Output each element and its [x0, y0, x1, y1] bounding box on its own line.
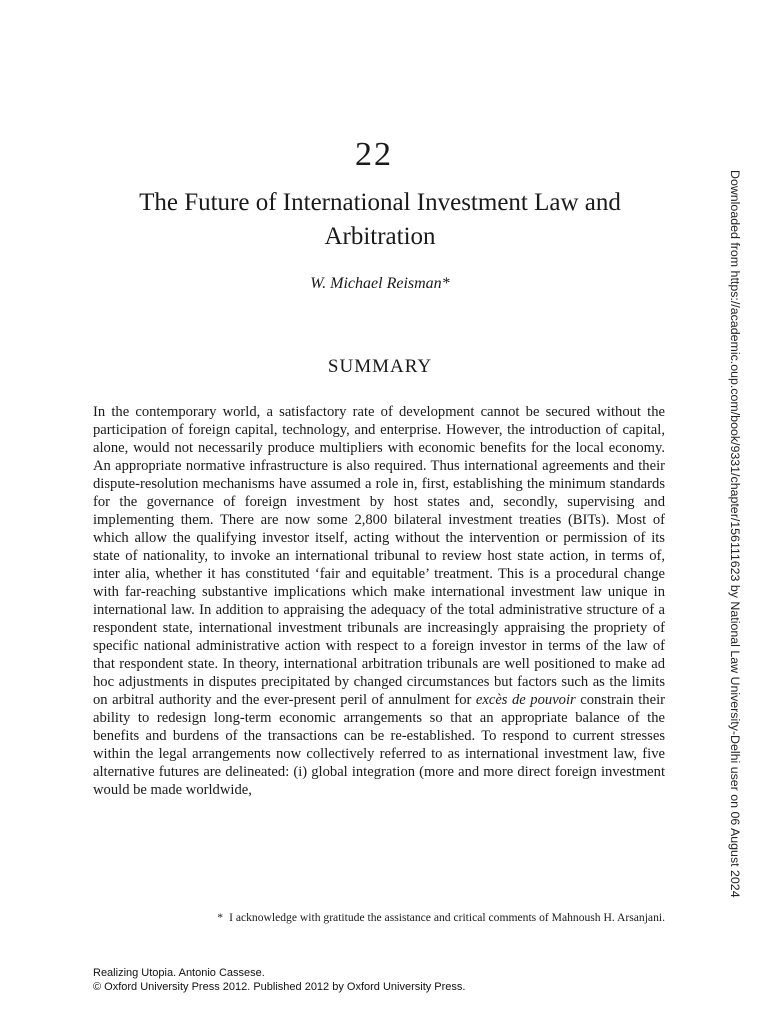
download-watermark: Downloaded from https://academic.oup.com/book/9331/chapter/156111623 by National Law University-Delhi user on 06 August 2024 — [728, 170, 742, 898]
footnote — [93, 910, 665, 926]
summary-text-part-2: constrain their ability to redesign long-term economic arrangements so that an appropriate balance of the benefits and burdens of the transactions can be re-established. To respond to current stresses within the legal arrangements now collectively referred to as international investment law, five alternative futures are delineated: (i) global integration (more and more direct foreign investment would be made worldwide, — [93, 692, 665, 798]
summary-italic-phrase: excès de pouvoir — [475, 692, 576, 708]
copyright-line: © Oxford University Press 2012. Published 2012 by Oxford University Press. — [93, 981, 466, 993]
chapter-number: 22 — [355, 136, 393, 173]
book-citation: Realizing Utopia. Antonio Cassese. — [93, 967, 265, 979]
footnote-marker: * — [217, 911, 224, 924]
section-heading: SUMMARY — [327, 356, 433, 377]
footnote-text: I acknowledge with gratitude the assistance and critical comments of Mahnoush H. Arsanjani. — [229, 911, 665, 924]
publisher-info — [93, 966, 653, 994]
author-name: W. Michael Reisman* — [310, 275, 450, 292]
chapter-title: The Future of International Investment Law and Arbitration — [139, 189, 621, 250]
summary-paragraph — [93, 403, 665, 799]
summary-text-part-1: In the contemporary world, a satisfactory rate of development cannot be secured without the participation of foreign capital, technology, and enterprise. However, the introduction of capital, alone, would not necessarily produce multipliers with economic benefits for the local economy. An appropriate normative infrastructure is also required. Thus international agreements and their dispute-resolution mechanisms have assumed a role in, first, establishing the minimum standards for the governance of foreign investment by host states and, secondly, supervising and implementing them. There are now some 2,800 bilateral investment treaties (BITs). Most of which allow the qualifying investor itself, acting without the intervention or permission of its state of nationality, to invoke an international tribunal to review host state action, in terms of, inter alia, whether it has constituted ‘fair and equitable’ treatment. This is a procedural change with far-reaching substantive implications which make international investment law unique in international law. In addition to appraising the adequacy of the total administrative structure of a respondent state, international investment tribunals are increasingly appraising the propriety of specific national administrative action with respect to a foreign investor in terms of the law of that respondent state. In theory, international arbitration tribunals are well positioned to make ad hoc adjustments in disputes precipitated by changed circumstances but factors such as the limits on arbitral authority and the ever-present peril of annulment for — [93, 404, 665, 708]
